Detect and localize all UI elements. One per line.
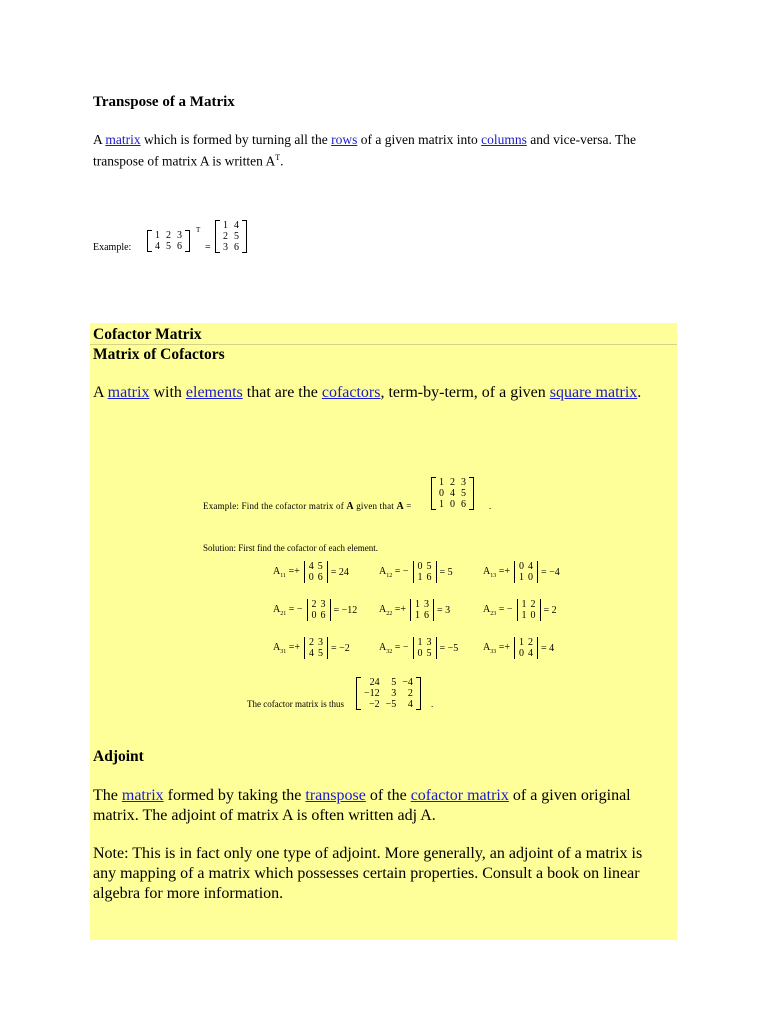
matrix-cell: −12 (364, 688, 380, 699)
adjoint-definition: The matrix formed by taking the transpose of the cofactor matrix of a given original matrix. The adjoint of matrix A is often written adj A. (93, 787, 631, 824)
matrix-link[interactable]: matrix (121, 787, 164, 804)
matrix-link[interactable]: matrix (105, 132, 141, 147)
determinant-cell: 4 (308, 561, 314, 572)
cofactor-subtitle: Matrix of Cofactors (93, 346, 225, 363)
matrix-cell: −5 (385, 699, 397, 710)
determinant-cell: 2 (309, 637, 315, 648)
determinant-cell: 4 (528, 648, 534, 659)
rows-link[interactable]: rows (331, 132, 358, 147)
adjoint-title: Adjoint (93, 748, 144, 765)
determinant-cell: 0 (519, 561, 525, 572)
cofactor-a11: $A_{11}$ =+ 4 5 0 6 = 24 (273, 561, 349, 583)
determinant-cell: 4 (528, 561, 534, 572)
matrix-a-transpose (215, 220, 247, 253)
matrix-cell: 1 (155, 230, 160, 241)
matrix-cell: 0 (439, 488, 444, 499)
example-statement: Example: Find the cofactor matrix of A given that A = (203, 501, 412, 512)
transpose-link[interactable]: transpose (305, 787, 366, 804)
determinant-cell: 5 (317, 561, 323, 572)
matrix-cell: 6 (234, 242, 239, 253)
determinant (514, 637, 538, 659)
determinant-cell: 6 (424, 610, 430, 621)
determinant (514, 561, 538, 583)
matrix-cell: 3 (391, 688, 397, 699)
cofactor-a21: $A_{21}$ = − 2 3 0 6 = −12 (273, 599, 358, 621)
cofactor-a31: $A_{31}$ =+ 2 3 4 5 = −2 (273, 637, 350, 659)
matrix-cell: 3 (461, 477, 466, 488)
determinant-cell: 0 (417, 648, 423, 659)
matrix-cell: 3 (177, 230, 182, 241)
cofactor-a23: $A_{23}$ = − 1 2 1 0 = 2 (483, 599, 557, 621)
cofactor-definition: A matrix with elements that are the cofactors, term-by-term, of a given square matrix. (93, 384, 642, 401)
matrix-cell: 1 (439, 499, 444, 510)
determinant (307, 599, 331, 621)
matrix-cell: 3 (223, 242, 228, 253)
matrix-cell: 2 (223, 231, 228, 242)
solution-text: Solution: First find the cofactor of each element. (203, 543, 378, 553)
matrix-a (431, 477, 474, 510)
determinant-cell: 3 (320, 599, 326, 610)
determinant-cell: 6 (317, 572, 323, 583)
determinant-cell: 1 (521, 599, 527, 610)
matrix-cell: −4 (402, 677, 413, 688)
cofactor-a13: $A_{13}$ =+ 0 4 1 0 = −4 (483, 561, 560, 583)
determinant-cell: 0 (308, 572, 314, 583)
determinant-cell: 1 (415, 599, 421, 610)
determinant-cell: 2 (530, 599, 536, 610)
determinant-cell: 5 (426, 561, 432, 572)
equals-sign: = (205, 242, 211, 253)
determinant-cell: 1 (417, 572, 423, 583)
matrix-cell: 5 (234, 231, 239, 242)
cofactor-result-label: The cofactor matrix is thus (247, 699, 344, 709)
determinant-cell: 2 (311, 599, 317, 610)
matrix-cell: 5 (391, 677, 397, 688)
cofactor-a22: $A_{22}$ =+ 1 3 1 6 = 3 (379, 599, 451, 621)
transpose-definition: A matrix which is formed by turning all the rows of a given matrix into columns and vice-versa. The transpose of matrix A is written $A^T$. (93, 132, 637, 169)
determinant (410, 599, 434, 621)
matrix-cell: 0 (450, 499, 455, 510)
square-matrix-link[interactable]: square matrix (549, 384, 638, 401)
transpose-superscript: T (196, 226, 201, 234)
determinant-cell: 0 (417, 561, 423, 572)
matrix-cell: 6 (461, 499, 466, 510)
determinant-cell: 3 (424, 599, 430, 610)
determinant-cell: 6 (320, 610, 326, 621)
matrix-cell: 2 (166, 230, 171, 241)
determinant-cell: 4 (309, 648, 315, 659)
matrix-a (147, 230, 190, 252)
determinant-cell: 1 (519, 637, 525, 648)
adjoint-note: Note: This is in fact only one type of adjoint. More generally, an adjoint of a matrix is any mapping of a matrix which possesses certain properties. Consult a book on linear algebra for more information. (93, 845, 643, 902)
determinant-cell: 1 (415, 610, 421, 621)
matrix-cell: 2 (450, 477, 455, 488)
matrix-cell: 4 (234, 220, 239, 231)
determinant (517, 599, 541, 621)
determinant-cell: 5 (426, 648, 432, 659)
cofactors-link[interactable]: cofactors (321, 384, 381, 401)
cofactor-matrix-link[interactable]: cofactor matrix (410, 787, 509, 804)
determinant-cell: 5 (318, 648, 324, 659)
determinant-cell: 0 (519, 648, 525, 659)
determinant-cell: 0 (528, 572, 534, 583)
matrix-cell: 24 (369, 677, 380, 688)
cofactor-a32: $A_{32}$ = − 1 3 0 5 = −5 (379, 637, 459, 659)
transpose-title: Transpose of a Matrix (93, 94, 235, 110)
columns-link[interactable]: columns (481, 132, 527, 147)
cofactor-title: Cofactor Matrix (93, 326, 202, 343)
matrix-cell: 5 (461, 488, 466, 499)
determinant-cell: 6 (426, 572, 432, 583)
matrix-cell: −2 (369, 699, 380, 710)
cofactor-example: Example: Find the cofactor matrix of A given that A = 1 2 3 0 4 5 1 0 6 . Solution: First find the cofactor of each element. $A_{11}$ =+ 4 5 0 6 = 24 $A_{12}$ = − 0 5 1 6 = 5 $A_{13}$ =+ 0 4 1 0 = −4 $A_{21}$ = − 2 3 0 6 = −12 $A_{22}$ =+ 1 3 1 6 = 3 $A_{23}$ = − 1 2 1 0 = 2 $A_{31}$ =+ 2 3 4 5 = −2 $A_{32}$ = − 1 3 0 5 = −5 $A_{33}$ =+ 1 2 0 4 = 4 The cofactor matrix is thus 24 5 −4 −12 3 2 −2 −5 4 . (203, 477, 560, 710)
determinant-cell: 0 (311, 610, 317, 621)
matrix-cell: 4 (407, 699, 413, 710)
matrix-cell: 1 (439, 477, 444, 488)
determinant (413, 561, 437, 583)
matrix-cell: 1 (223, 220, 228, 231)
cofactor-a12: $A_{12}$ = − 0 5 1 6 = 5 (379, 561, 453, 583)
cofactor-matrix (356, 677, 421, 710)
matrix-cell: 5 (166, 241, 171, 252)
determinant-cell: 1 (519, 572, 525, 583)
matrix-cell: 4 (155, 241, 160, 252)
matrix-cell: 4 (450, 488, 455, 499)
determinant-cell: 3 (318, 637, 324, 648)
determinant (413, 637, 437, 659)
determinant-cell: 3 (426, 637, 432, 648)
determinant (304, 637, 328, 659)
determinant-cell: 2 (528, 637, 534, 648)
determinant-cell: 1 (417, 637, 423, 648)
example-label: Example: (93, 242, 132, 253)
determinant-cell: 0 (530, 610, 536, 621)
matrix-cell: 2 (407, 688, 413, 699)
elements-link[interactable]: elements (185, 384, 243, 401)
matrix-link[interactable]: matrix (107, 384, 150, 401)
determinant (304, 561, 328, 583)
determinant-cell: 1 (521, 610, 527, 621)
cofactor-a33: $A_{33}$ =+ 1 2 0 4 = 4 (483, 637, 555, 659)
matrix-cell: 6 (177, 241, 182, 252)
